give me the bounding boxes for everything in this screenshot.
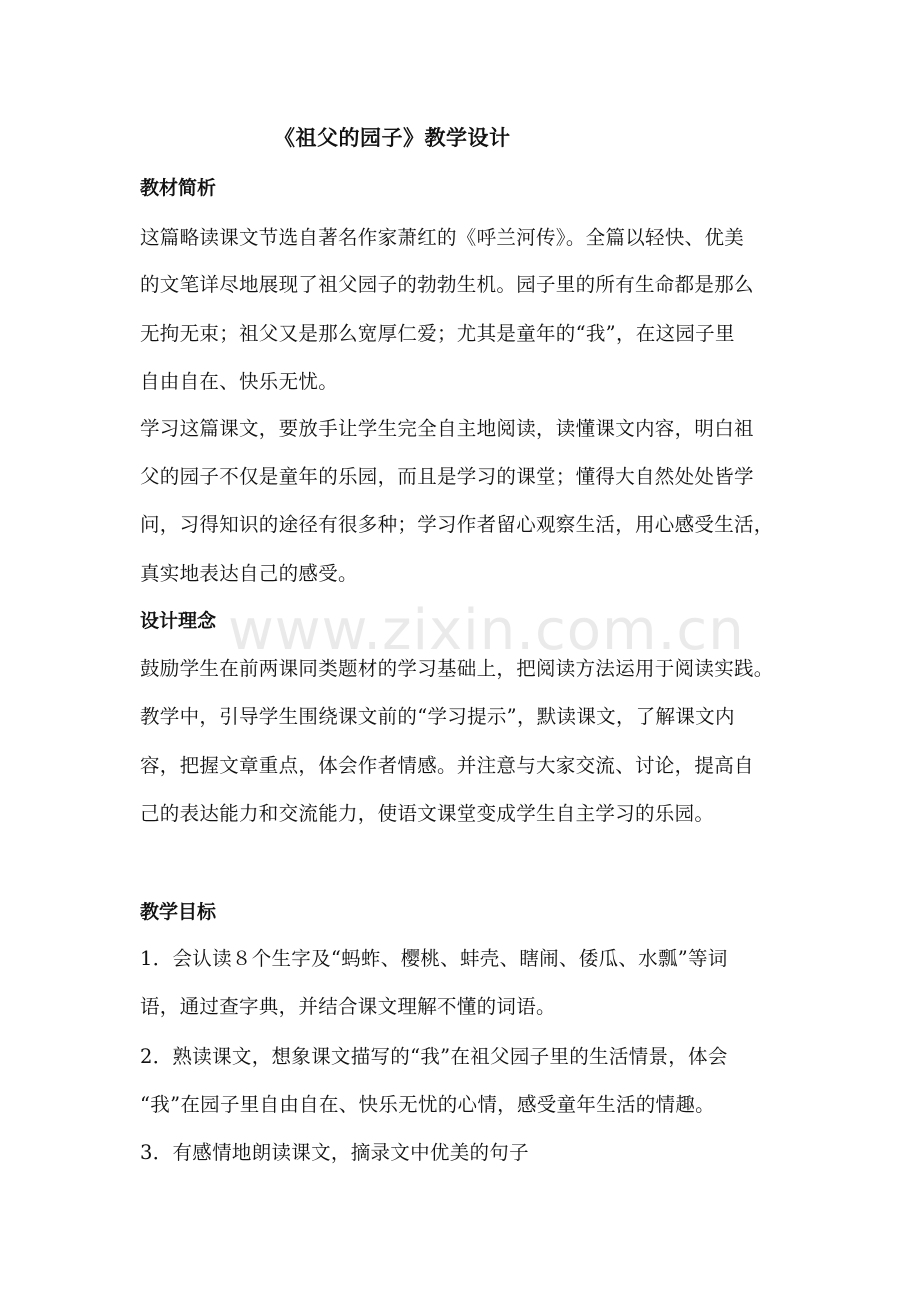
paragraph-line: 无拘无束；祖父又是那么宽厚仁爱；尤其是童年的“我”，在这园子里 <box>140 322 735 345</box>
section-heading-textbook: 教材简析 <box>140 177 217 199</box>
goal-item: 2．熟读课文，想象课文描写的“我”在祖父园子里的生活情景，体会 <box>140 1045 728 1068</box>
paragraph-line: 问，习得知识的途径有很多种；学习作者留心观察生活，用心感受生活， <box>140 513 774 536</box>
goal-item: 3．有感情地朗读课文，摘录文中优美的句子 <box>140 1141 529 1164</box>
document-title: 《祖父的园子》教学设计 <box>274 126 511 150</box>
goal-item: 1．会认读８个生字及“蚂蚱、樱桃、蚌壳、瞎闹、倭瓜、水瓢”等词 <box>140 947 728 970</box>
paragraph-line: 这篇略读课文节选自著名作家萧红的《呼兰河传》。全篇以轻快、优美 <box>140 226 745 249</box>
paragraph-line: 教学中，引导学生围绕课文前的“学习提示”，默读课文，了解课文内 <box>140 705 735 728</box>
section-heading-goals: 教学目标 <box>140 901 217 923</box>
goal-item: “我”在园子里自由自在、快乐无忧的心情，感受童年生活的情趣。 <box>140 1093 715 1116</box>
section-heading-concept: 设计理念 <box>140 610 217 632</box>
paragraph-line: 己的表达能力和交流能力，使语文课堂变成学生自主学习的乐园。 <box>140 802 715 825</box>
paragraph-line: 自由自在、快乐无忧。 <box>140 370 339 393</box>
paragraph-line: 学习这篇课文，要放手让学生完全自主地阅读，读懂课文内容，明白祖 <box>140 417 754 440</box>
paragraph-line: 父的园子不仅是童年的乐园，而且是学习的课堂；懂得大自然处处皆学 <box>140 465 754 488</box>
paragraph-line: 鼓励学生在前两课同类题材的学习基础上，把阅读方法运用于阅读实践。 <box>140 657 774 680</box>
paragraph-line: 容，把握文章重点，体会作者情感。并注意与大家交流、讨论，提高自 <box>140 754 754 777</box>
paragraph-line: 的文笔详尽地展现了祖父园子的勃勃生机。园子里的所有生命都是那么 <box>140 273 754 296</box>
paragraph-line: 真实地表达自己的感受。 <box>140 562 358 585</box>
watermark: www.zixin.com.cn <box>228 598 745 663</box>
goal-item: 语，通过查字典，并结合课文理解不懂的词语。 <box>140 995 556 1018</box>
